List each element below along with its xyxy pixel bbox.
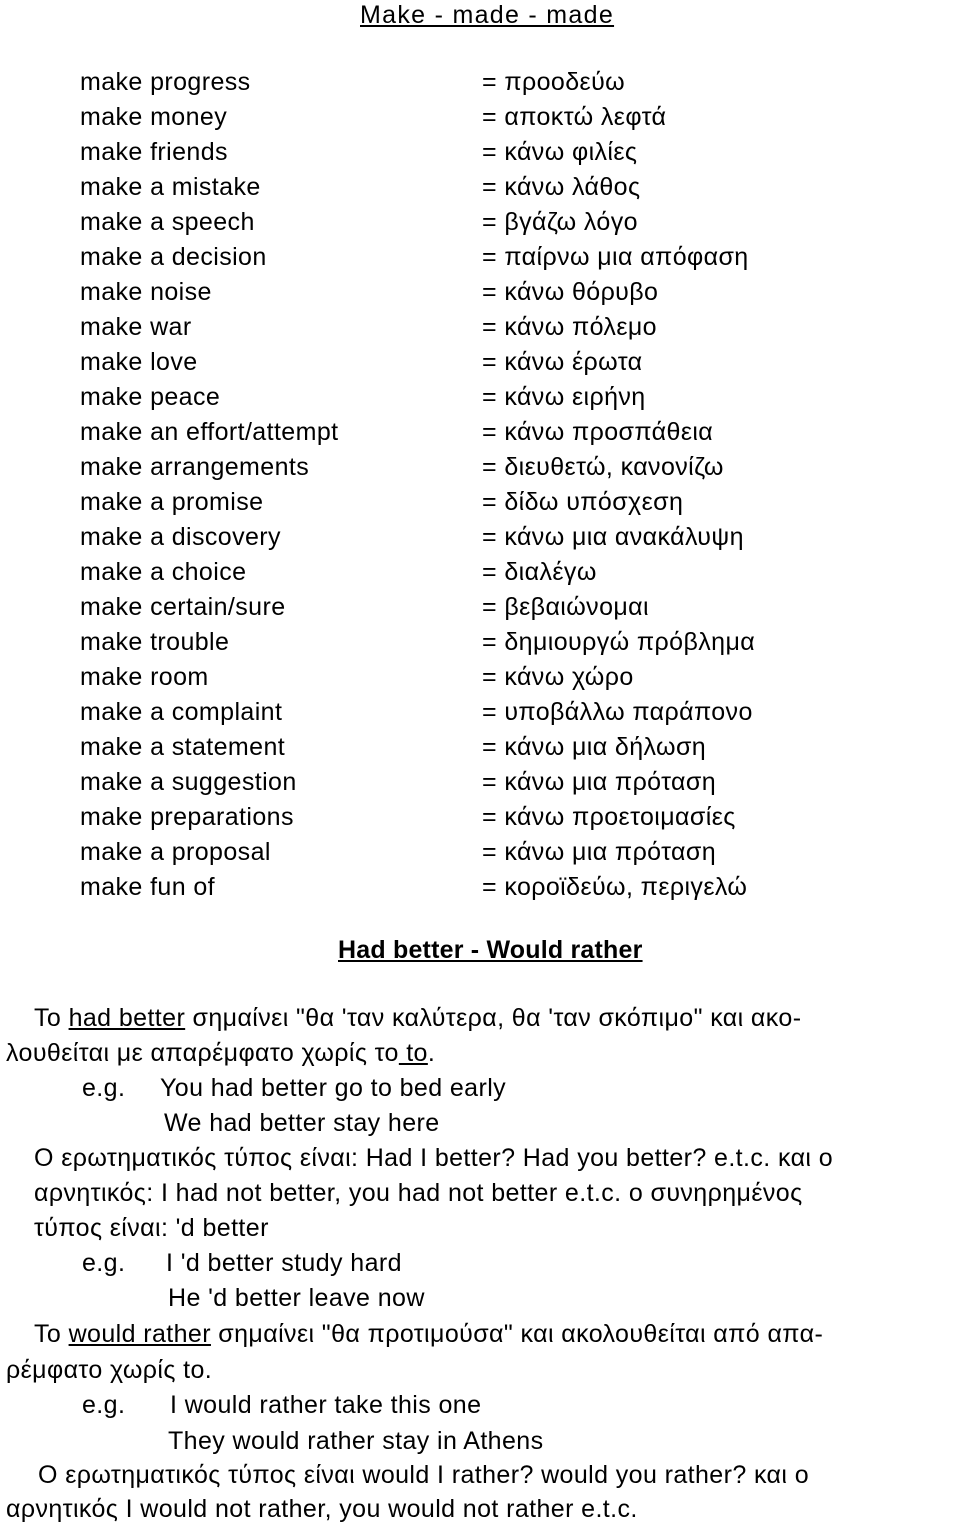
vocab-row	[0, 732, 960, 767]
vocab-english: make a mistake	[80, 173, 261, 201]
vocab-greek: = κάνω ειρήνη	[482, 383, 646, 411]
would-rather-intro-line2: ρέμφατο χωρίς to.	[6, 1356, 213, 1384]
vocab-english: make a complaint	[80, 698, 283, 726]
vocab-row	[0, 347, 960, 382]
vocab-row	[0, 522, 960, 557]
contracted-form-text: τύπος είναι: 'd better	[34, 1214, 269, 1242]
negative-form-text: αρνητικός I would not rather, you would not rather e.t.c.	[6, 1495, 638, 1523]
example-sentence: They would rather stay in Athens	[168, 1427, 544, 1455]
vocab-row	[0, 417, 960, 452]
vocab-row	[0, 872, 960, 907]
vocab-row	[0, 487, 960, 522]
vocab-english: make a choice	[80, 558, 247, 586]
vocab-row	[0, 102, 960, 137]
had-better-line2-prefix: λουθείται με απαρέμφατο χωρίς το	[6, 1039, 399, 1067]
vocab-greek: = κοροϊδεύω, περιγελώ	[482, 873, 748, 901]
vocab-english: make war	[80, 313, 192, 341]
vocab-row	[0, 172, 960, 207]
vocab-greek: = κάνω έρωτα	[482, 348, 643, 376]
vocab-row	[0, 837, 960, 872]
vocab-english: make trouble	[80, 628, 230, 656]
vocab-greek: = κάνω μια πρόταση	[482, 838, 717, 866]
vocab-english: make fun of	[80, 873, 216, 901]
vocab-greek: = κάνω μια πρόταση	[482, 768, 717, 796]
example-sentence: We had better stay here	[164, 1109, 440, 1137]
had-better-term: had better	[68, 1004, 186, 1032]
vocab-row	[0, 767, 960, 802]
vocab-english: make a suggestion	[80, 768, 297, 796]
vocab-row	[0, 662, 960, 697]
would-rather-intro-line1	[34, 1319, 823, 1349]
vocab-english: make a discovery	[80, 523, 281, 551]
page-title: Make - made - made	[360, 1, 615, 29]
vocab-row	[0, 382, 960, 417]
vocab-row	[0, 592, 960, 627]
vocab-row	[0, 697, 960, 732]
had-better-intro-rest: σημαίνει "θα 'ταν καλύτερα, θα 'ταν σκόπιμο" και ακο-	[185, 1004, 802, 1032]
example-label: e.g.	[82, 1249, 126, 1277]
vocab-greek: = διευθετώ, κανονίζω	[482, 453, 724, 481]
would-rather-term: would rather	[68, 1320, 211, 1348]
vocab-greek: = κάνω μια δήλωση	[482, 733, 707, 761]
vocab-greek: = βγάζω λόγο	[482, 208, 638, 236]
vocab-greek: = κάνω προετοιμασίες	[482, 803, 736, 831]
vocab-greek: = υποβάλλω παράπονο	[482, 698, 753, 726]
question-form-text: Ο ερωτηματικός τύπος είναι would I rather? would you rather? και ο	[38, 1461, 810, 1489]
vocab-english: make noise	[80, 278, 212, 306]
vocab-greek: = δίδω υπόσχεση	[482, 488, 684, 516]
vocab-english: make a statement	[80, 733, 286, 761]
vocab-greek: = δημιουργώ πρόβλημα	[482, 628, 756, 656]
vocab-row	[0, 627, 960, 662]
vocab-english: make friends	[80, 138, 228, 166]
example-label: e.g.	[82, 1074, 126, 1102]
question-form-text: Ο ερωτηματικός τύπος είναι: Had I better? Had you better? e.t.c. και ο	[34, 1144, 834, 1172]
negative-form-text: αρνητικός: I had not better, you had not better e.t.c. ο συνηρημένος	[34, 1179, 803, 1207]
example-sentence: You had better go to bed early	[160, 1074, 507, 1102]
vocab-row	[0, 277, 960, 312]
would-rather-intro-prefix: Το	[34, 1320, 69, 1348]
vocab-row	[0, 312, 960, 347]
vocab-english: make preparations	[80, 803, 294, 831]
example-sentence: He 'd better leave now	[168, 1284, 425, 1312]
vocab-english: make arrangements	[80, 453, 310, 481]
vocab-greek: = κάνω θόρυβο	[482, 278, 659, 306]
vocab-english: make a promise	[80, 488, 264, 516]
vocab-greek: = κάνω φιλίες	[482, 138, 638, 166]
vocab-row	[0, 802, 960, 837]
vocab-row	[0, 242, 960, 277]
example-sentence: I 'd better study hard	[166, 1249, 402, 1277]
had-better-line2-end: .	[427, 1039, 436, 1067]
vocab-row	[0, 67, 960, 102]
had-better-intro-line1	[34, 1003, 801, 1033]
vocab-english: make certain/sure	[80, 593, 286, 621]
vocab-greek: = κάνω μια ανακάλυψη	[482, 523, 744, 551]
vocab-english: make a proposal	[80, 838, 271, 866]
vocab-greek: = κάνω χώρο	[482, 663, 634, 691]
had-better-line2-to: to	[398, 1039, 428, 1067]
vocab-greek: = κάνω λάθος	[482, 173, 641, 201]
vocab-english: make a speech	[80, 208, 255, 236]
vocab-english: make love	[80, 348, 198, 376]
section-heading: Had better - Would rather	[338, 936, 643, 964]
vocab-english: make room	[80, 663, 209, 691]
had-better-intro-prefix: Το	[34, 1004, 69, 1032]
vocab-greek: = αποκτώ λεφτά	[482, 103, 667, 131]
vocab-row	[0, 557, 960, 592]
vocab-row	[0, 137, 960, 172]
vocab-greek: = παίρνω μια απόφαση	[482, 243, 749, 271]
example-label: e.g.	[82, 1391, 126, 1419]
would-rather-intro-rest: σημαίνει "θα προτιμούσα" και ακολουθείται από απα-	[210, 1320, 824, 1348]
vocab-row	[0, 452, 960, 487]
vocab-english: make a decision	[80, 243, 267, 271]
had-better-intro-line2	[6, 1038, 435, 1068]
vocab-greek: = προοδεύω	[482, 68, 626, 96]
vocab-greek: = κάνω προσπάθεια	[482, 418, 714, 446]
example-sentence: I would rather take this one	[170, 1391, 482, 1419]
vocab-english: make progress	[80, 68, 251, 96]
vocab-greek: = διαλέγω	[482, 558, 597, 586]
vocab-row	[0, 207, 960, 242]
vocab-greek: = βεβαιώνομαι	[482, 593, 649, 621]
vocab-english: make an effort/attempt	[80, 418, 339, 446]
vocab-english: make peace	[80, 383, 221, 411]
vocab-english: make money	[80, 103, 228, 131]
vocab-greek: = κάνω πόλεμο	[482, 313, 657, 341]
